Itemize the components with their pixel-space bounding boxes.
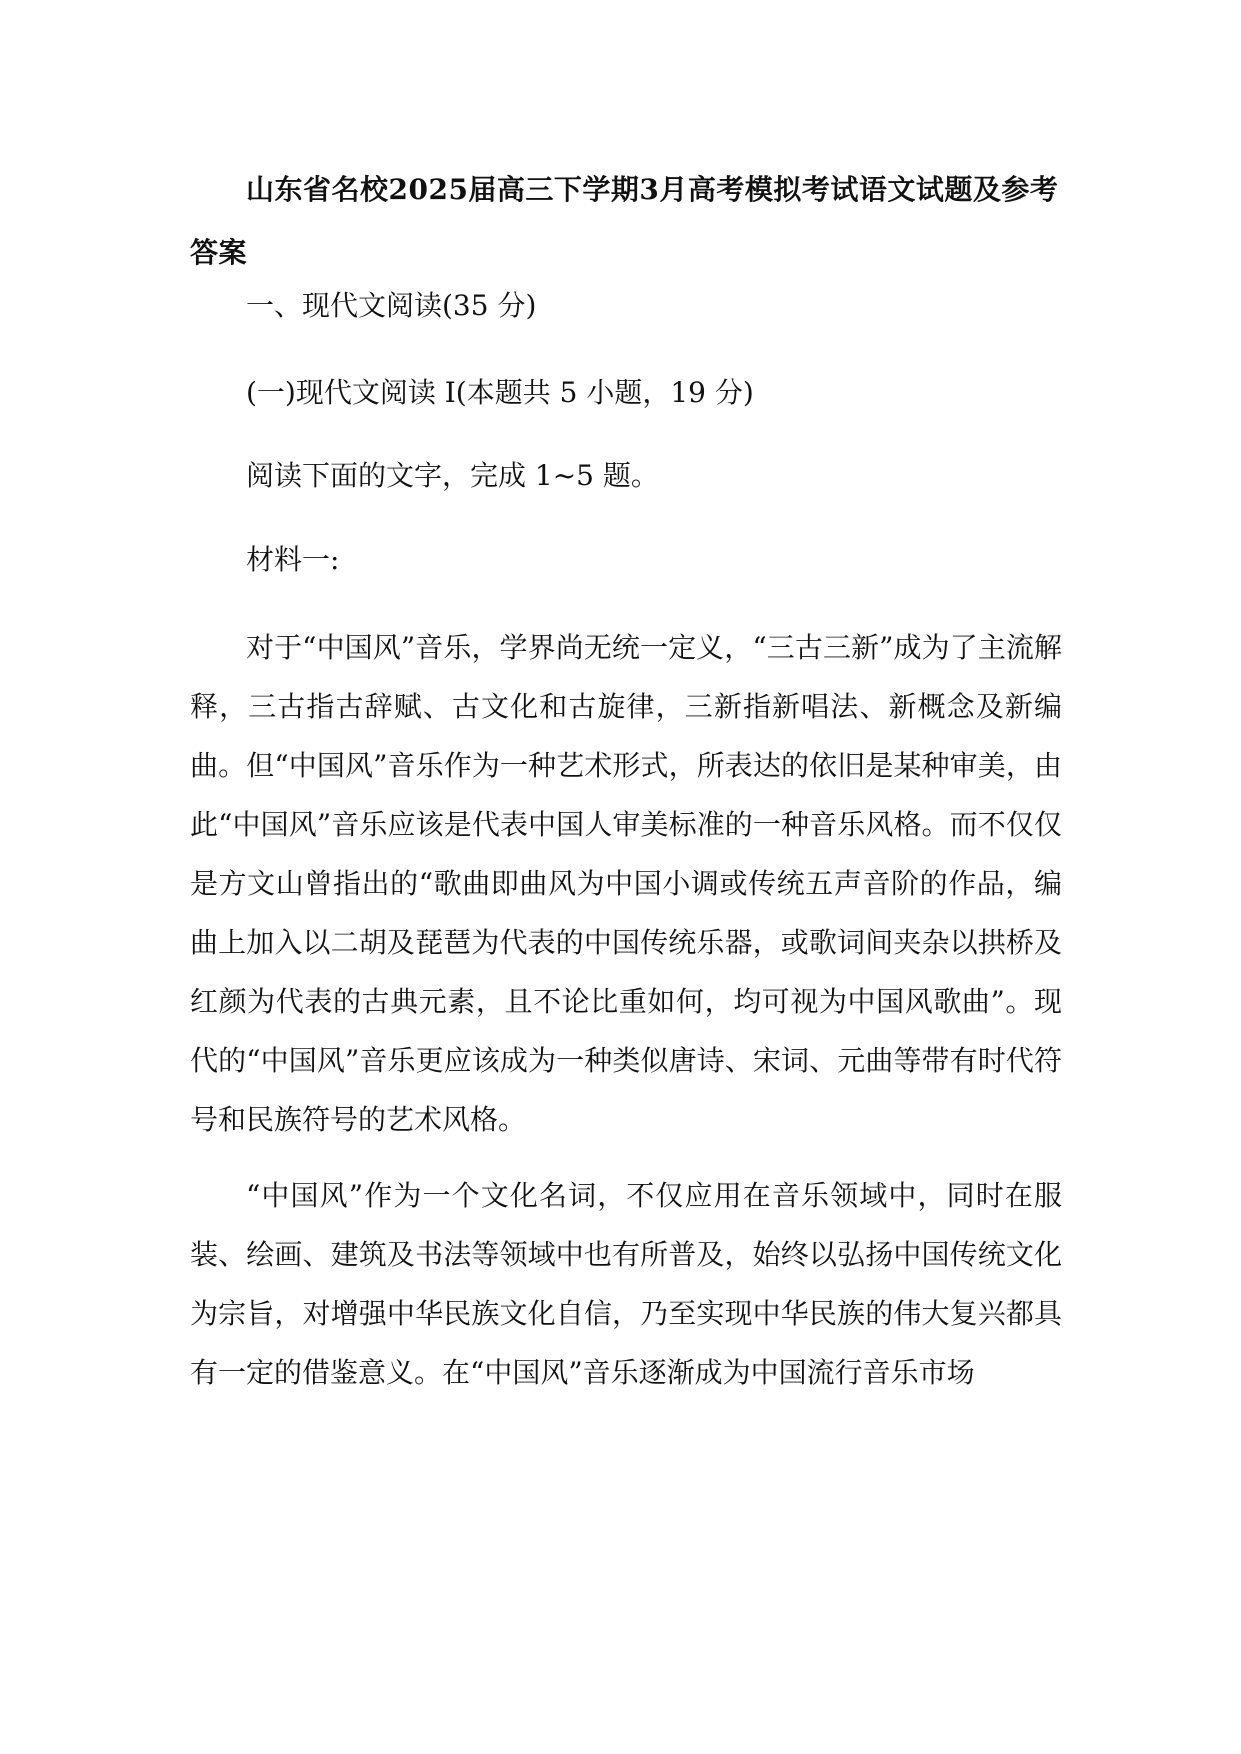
section-heading: 一、现代文阅读(35 分) <box>246 289 537 322</box>
reading-instruction: 阅读下面的文字，完成 1~5 题。 <box>246 459 659 492</box>
material-label: 材料一: <box>246 543 340 576</box>
subsection-heading: (一)现代文阅读 I(本题共 5 小题，19 分) <box>246 376 754 409</box>
document-title: 山东省名校2025届高三下学期3月高考模拟考试语文试题及参考答案 <box>190 173 1059 269</box>
paragraph-1: 对于“中国风”音乐，学界尚无统一定义，“三古三新”成为了主流解释，三古指古辞赋、古文化和古旋律，三新指新唱法、新概念及新编曲。但“中国风”音乐作为一种艺术形式，所表达的依旧是某种审美，由此“中国风”音乐应该是代表中国人审美标准的一种音乐风格。而不仅仅是方文山曾指出的“歌曲即曲风为中国小调或传统五声音阶的作品，编曲上加入以二胡及琵琶为代表的中国传统乐器，或歌词间夹杂以拱桥及红颜为代表的古典元素，且不论比重如何，均可视为中国风歌曲”。现代的“中国风”音乐更应该成为一种类似唐诗、宋词、元曲等带有时代符号和民族符号的艺术风格。 <box>190 631 1062 1136</box>
paragraph-2: “中国风”作为一个文化名词，不仅应用在音乐领域中，同时在服装、绘画、建筑及书法等领域中也有所普及，始终以弘扬中国传统文化为宗旨，对增强中华民族文化自信，乃至实现中华民族的伟大复兴都具有一定的借鉴意义。在“中国风”音乐逐渐成为中国流行音乐市场 <box>190 1179 1062 1389</box>
